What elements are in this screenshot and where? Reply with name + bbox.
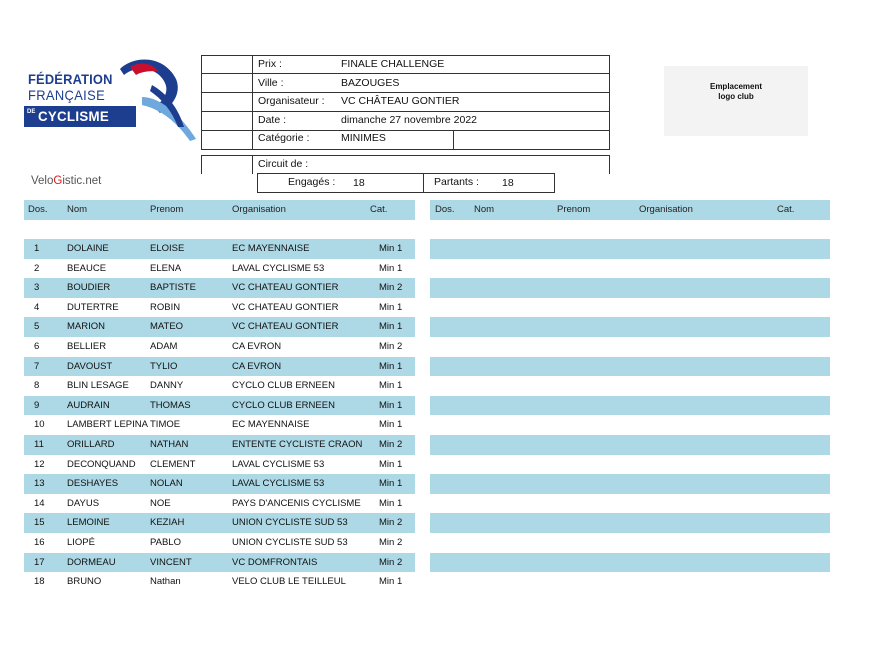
cell-nom: DAYUS [67,497,100,509]
cell-org: VC DOMFRONTAIS [232,556,318,568]
cell-prenom: KEZIAH [150,517,185,529]
cell-nom: BOUDIER [67,282,111,294]
cell-nom: LIOPÉ [67,537,95,548]
ville-value: BAZOUGES [341,77,400,89]
cell-dos: 9 [34,399,40,411]
th-prenom-right: Prenom [557,204,591,215]
cell-org: LAVAL CYCLISME 53 [232,478,325,490]
empty-table-row [430,513,830,533]
cell-org: CA EVRON [232,341,282,352]
engages-label: Engagés : [288,176,336,188]
cell-cat: Min 2 [379,341,403,352]
cell-prenom: ROBIN [150,301,181,313]
cell-nom: LEMOINE [67,517,110,529]
cell-prenom: DANNY [150,380,184,392]
cell-prenom: PABLO [150,537,181,548]
cell-nom: DUTERTRE [67,301,119,313]
th-dos: Dos. [28,204,48,215]
table-row [24,357,415,377]
cell-nom: DORMEAU [67,556,116,568]
cell-org: PAYS D'ANCENIS CYCLISME [232,497,361,509]
cell-nom: DOLAINE [67,243,109,254]
cell-dos: 4 [34,301,40,313]
empty-table-row [430,317,830,337]
cell-nom: BELLIER [67,341,107,352]
cell-prenom: TIMOE [150,419,181,431]
categorie-value: MINIMES [341,132,386,144]
cell-nom: DAVOUST [67,360,113,372]
cell-dos: 17 [34,556,45,568]
table-row [24,396,415,416]
date-value: dimanche 27 novembre 2022 [341,114,478,126]
cell-prenom: BAPTISTE [150,282,196,294]
cell-dos: 2 [34,262,40,274]
cell-prenom: NOE [150,497,171,509]
empty-table-row [430,553,830,573]
cell-prenom: MATEO [150,321,184,333]
cell-cat: Min 1 [379,478,403,490]
cell-dos: 13 [34,478,45,490]
table-row [24,278,415,298]
th-organisation-right: Organisation [639,204,693,215]
cell-cat: Min 2 [379,439,403,450]
cell-cat: Min 1 [379,243,403,254]
cell-prenom: ELENA [150,262,182,274]
cell-dos: 12 [34,458,45,470]
cell-prenom: CLEMENT [150,458,196,470]
th-cat-right: Cat. [777,204,795,215]
cell-nom: BLIN LESAGE [67,380,129,392]
cell-prenom: TYLIO [150,360,178,372]
cell-cat: Min 1 [379,497,403,509]
organisateur-label: Organisateur : [258,95,325,107]
cell-nom: DESHAYES [67,478,119,490]
club-logo-line1: Emplacement [709,82,763,91]
cell-prenom: Nathan [150,576,181,588]
logo-text-de: DE [27,109,36,115]
cell-cat: Min 1 [379,301,403,313]
table-row [24,435,415,455]
cell-prenom: VINCENT [150,556,192,568]
cell-prenom: ELOISE [150,243,185,254]
cell-prenom: NOLAN [150,478,183,490]
logo-text-federation: FÉDÉRATION [28,71,113,87]
circuit-label: Circuit de : [258,158,309,170]
table-row [24,455,415,475]
table-row [24,376,415,396]
logo-text-cyclisme: CYCLISME [38,108,110,124]
cell-cat: Min 1 [379,458,403,470]
cell-org: LAVAL CYCLISME 53 [232,458,325,470]
engages-value: 18 [353,177,365,189]
partants-value: 18 [502,177,514,189]
table-row [24,572,415,592]
th-dos-right: Dos. [435,204,455,215]
cell-dos: 14 [34,497,45,509]
cell-dos: 8 [34,380,40,392]
prix-label: Prix : [258,58,282,70]
cell-org: VELO CLUB LE TEILLEUL [232,576,346,588]
cell-prenom: ADAM [150,341,178,352]
th-nom-right: Nom [474,204,495,215]
cell-dos: 5 [34,321,40,333]
cell-org: LAVAL CYCLISME 53 [232,262,325,274]
velogistic-brand: VeloGistic.net [31,175,102,187]
cell-cat: Min 1 [379,321,403,333]
cell-nom: BEAUCE [67,262,107,274]
table-row [24,317,415,337]
table-row [24,533,415,553]
cell-org: CYCLO CLUB ERNEEN [232,399,335,411]
empty-table-row [430,239,830,259]
empty-table-row [430,278,830,298]
th-prenom: Prenom [150,204,184,215]
cell-nom: BRUNO [67,576,102,588]
cell-cat: Min 1 [379,360,403,372]
right-table-header [430,200,830,220]
cell-dos: 3 [34,282,40,294]
th-organisation: Organisation [232,204,286,215]
table-row [24,298,415,318]
cell-cat: Min 2 [379,517,403,529]
cell-nom: LAMBERT LEPINA [67,419,148,431]
empty-table-row [430,357,830,377]
left-table-header [24,200,415,220]
cell-cat: Min 2 [379,537,403,548]
cell-org: CYCLO CLUB ERNEEN [232,380,335,392]
cell-cat: Min 1 [379,399,403,411]
cell-nom: MARION [67,321,105,333]
table-row [24,474,415,494]
ville-label: Ville : [258,77,284,89]
club-logo-placeholder [664,66,808,136]
th-cat: Cat. [370,204,388,215]
cell-cat: Min 1 [379,576,403,588]
table-row [24,494,415,514]
cell-prenom: NATHAN [150,439,189,450]
cell-org: EC MAYENNAISE [232,243,310,254]
cell-org: EC MAYENNAISE [232,419,310,431]
cell-dos: 15 [34,517,45,529]
logo-text-francaise: FRANÇAISE [28,87,106,103]
cell-cat: Min 1 [379,262,403,274]
th-nom: Nom [67,204,88,215]
cell-org: VC CHATEAU GONTIER [232,282,339,294]
cell-cat: Min 2 [379,282,403,294]
ffc-logo [24,57,196,143]
empty-table-row [430,435,830,455]
club-logo-line2: logo club [718,92,754,101]
table-row [24,239,415,259]
cell-nom: DECONQUAND [67,458,136,470]
partants-label: Partants : [434,176,479,188]
table-row [24,553,415,573]
prix-value: FINALE CHALLENGE [341,58,445,70]
cell-org: CA EVRON [232,360,282,372]
date-label: Date : [258,114,287,126]
table-row [24,337,415,357]
cell-dos: 18 [34,576,45,588]
cell-dos: 11 [34,439,44,450]
cell-nom: ORILLARD [67,439,115,450]
cell-org: ENTENTE CYCLISTE CRAON [232,439,363,450]
cell-dos: 6 [34,341,40,352]
cell-org: UNION CYCLISTE SUD 53 [232,537,348,548]
cell-cat: Min 1 [379,419,403,431]
cell-dos: 10 [34,419,45,431]
empty-table-row [430,396,830,416]
cell-prenom: THOMAS [150,399,191,411]
cell-org: VC CHATEAU GONTIER [232,301,339,313]
cell-dos: 1 [34,243,40,254]
cell-org: UNION CYCLISTE SUD 53 [232,517,348,529]
cell-nom: AUDRAIN [67,399,110,411]
cell-org: VC CHATEAU GONTIER [232,321,339,333]
cell-cat: Min 2 [379,556,403,568]
table-row [24,415,415,435]
cyclist-swoosh-icon [112,57,196,143]
table-row [24,259,415,279]
empty-table-row [430,474,830,494]
categorie-label: Catégorie : [258,132,310,144]
cell-dos: 16 [34,537,45,548]
table-row [24,513,415,533]
cell-dos: 7 [34,360,40,372]
cell-cat: Min 1 [379,380,403,392]
organisateur-value: VC CHÂTEAU GONTIER [341,95,460,107]
